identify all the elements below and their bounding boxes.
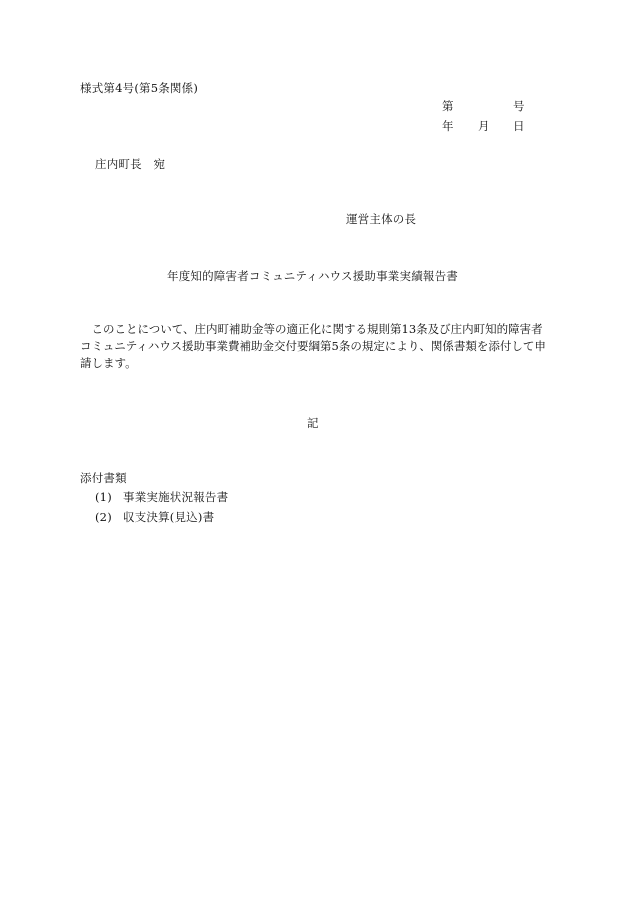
body-line: コミュニティハウス援助事業費補助金交付要綱第5条の規定により、関係書類を添付して申 [80,339,546,353]
attachment-item [95,510,214,525]
date-day: 日 [513,119,525,133]
attachments-label: 添付書類 [80,471,127,485]
addressee: 庄内町長 宛 [95,157,166,171]
attachment-text: 収支決算(見込)書 [123,510,215,524]
body-paragraph [80,321,558,372]
attachment-number: (2) [95,510,112,524]
date-month: 月 [478,119,490,133]
ki-heading: 記 [307,416,319,430]
body-line: 請します。 [80,356,137,370]
form-number: 様式第4号(第5条関係) [80,81,199,95]
applicant-title: 運営主体の長 [346,212,417,226]
document-title: 年度知的障害者コミュニティハウス援助事業実績報告書 [167,269,459,283]
attachment-text: 事業実施状況報告書 [123,490,229,504]
number-go: 号 [513,99,525,113]
body-line: このことについて、庄内町補助金等の適正化に関する規則第13条及び庄内町知的障害者 [80,322,543,336]
attachment-item [95,490,228,505]
date-year: 年 [442,119,454,133]
number-dai: 第 [442,99,454,113]
attachment-number: (1) [95,490,112,504]
